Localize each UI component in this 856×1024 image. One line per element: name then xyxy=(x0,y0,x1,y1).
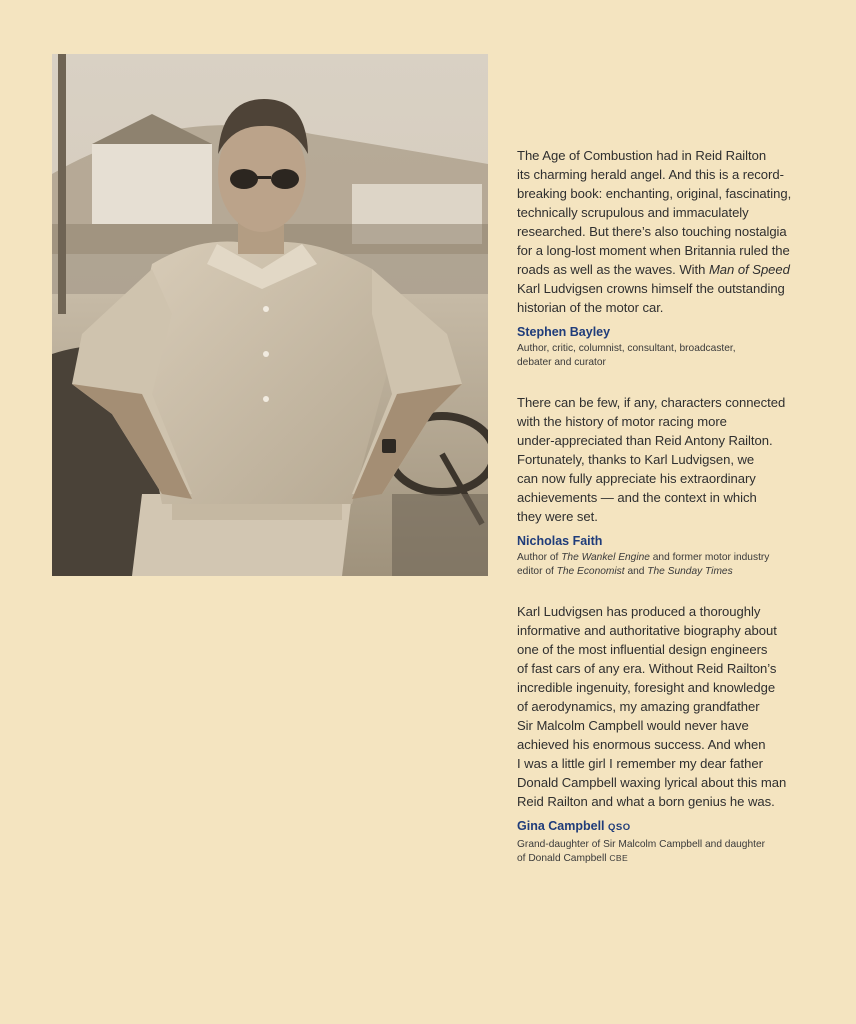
description-line xyxy=(517,565,809,579)
description-line: debater and curator xyxy=(517,356,606,368)
quote-line: with the history of motor racing more xyxy=(517,414,727,429)
quote-line xyxy=(517,260,809,279)
quote-line: can now fully appreciate his extraordinary xyxy=(517,471,756,486)
quote-line-text: roads as well as the waves. With xyxy=(517,262,709,277)
description-text: and xyxy=(624,565,648,577)
description-text: and former motor industry xyxy=(649,552,770,563)
testimonial-quote xyxy=(517,393,809,526)
description-line xyxy=(517,852,809,866)
quote-line: Fortunately, thanks to Karl Ludvigsen, we xyxy=(517,452,755,467)
description-line: Grand-daughter of Sir Malcolm Campbell and daughter xyxy=(517,839,766,850)
quote-line: under-appreciated than Reid Antony Railton. xyxy=(517,433,773,448)
quote-line: of aerodynamics, my amazing grandfather xyxy=(517,699,760,714)
attribution-description xyxy=(517,838,809,865)
book-title: Man of Speed xyxy=(708,262,790,277)
postnominal: CBE xyxy=(609,852,629,863)
description-text: Author of xyxy=(517,552,562,563)
quote-line: researched. But there’s also touching nostalgia xyxy=(517,224,787,239)
quote-line: Karl Ludvigsen crowns himself the outstanding xyxy=(517,281,785,296)
quote-line: Karl Ludvigsen has produced a thoroughly xyxy=(517,604,761,619)
testimonial-quote xyxy=(517,146,809,317)
attribution-name: Nicholas Faith xyxy=(517,534,603,548)
publication-title: The Economist xyxy=(556,565,625,577)
quote-line: The Age of Combustion had in Reid Railton xyxy=(517,148,767,163)
postnominal: QSO xyxy=(608,822,631,833)
testimonial-stephen-bayley xyxy=(517,146,809,369)
attribution-name xyxy=(517,818,809,836)
quote-line: Reid Railton and what a born genius he was. xyxy=(517,794,775,809)
quote-line: one of the most influential design engineers xyxy=(517,642,768,657)
testimonial-quote xyxy=(517,602,809,811)
book-title: The Wankel Engine xyxy=(561,552,650,563)
portrait-photo-image xyxy=(52,54,488,576)
quote-line: its charming herald angel. And this is a record- xyxy=(517,167,784,182)
quote-line: technically scrupulous and immaculately xyxy=(517,205,749,220)
quote-line: they were set. xyxy=(517,509,598,524)
testimonials-column xyxy=(517,146,809,889)
publication-title: The Sunday Times xyxy=(647,565,733,577)
quote-line: incredible ingenuity, foresight and knowledge xyxy=(517,680,776,695)
quote-line: informative and authoritative biography about xyxy=(517,623,777,638)
description-text: of Donald Campbell xyxy=(517,852,610,864)
quote-line: breaking book: enchanting, original, fascinating, xyxy=(517,186,792,201)
portrait-photo xyxy=(52,54,488,576)
attribution-name: Stephen Bayley xyxy=(517,325,611,339)
testimonial-gina-campbell xyxy=(517,602,809,865)
description-line: Author, critic, columnist, consultant, broadcaster, xyxy=(517,343,736,354)
quote-line: I was a little girl I remember my dear father xyxy=(517,756,763,771)
description-text: editor of xyxy=(517,565,557,577)
quote-line: achievements — and the context in which xyxy=(517,490,757,505)
testimonial-nicholas-faith xyxy=(517,393,809,578)
quote-line: achieved his enormous success. And when xyxy=(517,737,766,752)
quote-line: of fast cars of any era. Without Reid Railton’s xyxy=(517,661,777,676)
description-line xyxy=(517,551,809,565)
attribution-description xyxy=(517,342,809,369)
quote-line: Donald Campbell waxing lyrical about this man xyxy=(517,775,787,790)
quote-line: Sir Malcolm Campbell would never have xyxy=(517,718,749,733)
attribution-description xyxy=(517,551,809,578)
quote-line: for a long-lost moment when Britannia ruled the xyxy=(517,243,790,258)
quote-line: historian of the motor car. xyxy=(517,300,664,315)
attribution-name-text: Gina Campbell xyxy=(517,819,605,833)
quote-line: There can be few, if any, characters connected xyxy=(517,395,786,410)
